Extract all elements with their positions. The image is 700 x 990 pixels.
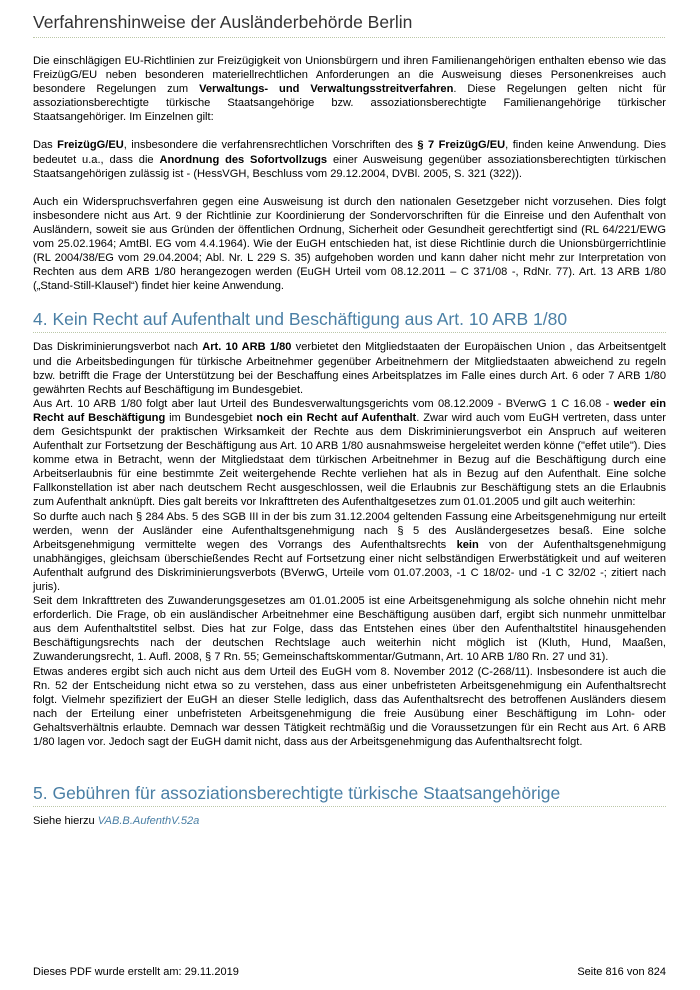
section-5-paragraph: Siehe hierzu VAB.B.AufenthV.52a xyxy=(33,815,200,828)
section-4-paragraph-3: So durfte auch nach § 284 Abs. 5 des SGB III in der bis zum 31.12.2004 geltenden Fassung eine Arbeitsgenehmigung nur erteilt werden, wenn der Ausländer eine Aufenthaltsgenehmigung nach § 5 des Ausländergesetzes besaß. Eine solche Arbeitsgenehmigung vermittelte wegen des Vorrangs des Aufenthaltsrechts kein von der Aufenthaltsgenehmigung unabhängiges, gleichsam überschießendes Recht auf Fortsetzung einer nicht selbständigen Erwerbstätigkeit und auf weiteren Aufenthalt aufgrund des Diskriminierungsverbots (BVerwG, Urteile vom 01.07.2003, -1 C 18/02- und -1 C 32/02 -; zitiert nach juris). xyxy=(33,510,666,593)
intro-paragraph-2: Das FreizügG/EU, insbesondere die verfahrensrechtlichen Vorschriften des § 7 FreizügG/EU, finden keine Anwendung. Dies bedeutet u.a., dass die Anordnung des Sofortvollzugs einer Ausweisung gegenüber assoziationsberechtigten türkischen Staatsangehörigen zulässig ist - (HessVGH, Beschluss vom 29.12.2004, DVBl. 2005, S. 321 (322)). xyxy=(33,139,667,180)
title-divider xyxy=(33,37,665,38)
intro-paragraph-3: Auch ein Widerspruchsverfahren gegen eine Ausweisung ist durch den nationalen Gesetzgeber nicht vorzusehen. Dies folgt insbesondere nicht aus Art. 9 der Richtlinie zur Koordinierung der Sondervorschriften für die Einreise und den Aufenthalt von Ausländern, soweit sie aus Gründen der öffentlichen Ordnung, Sicherheit oder Gesundheit gerechtfertigt sind (RL 64/221/EWG vom 25.02.1964; AmtBl. EG vom 4.4.1964). Wie der EuGH entschieden hat, ist diese Richtlinie durch die Unionsbürgerrichtlinie (RL 2004/38/EG vom 29.04.2004; Abl. Nr. L 229 S. 35) aufgehoben worden und kann daher nicht mehr zur Interpretation von Rechten aus dem ARB 1/80 herangezogen werden (EuGH Urteil vom 08.12.2011 – C 371/08 -, RdNr. 77). Art. 13 ARB 1/80 („Stand-Still-Klausel“) findet hier keine Anwendung. xyxy=(33,195,666,293)
document-body xyxy=(33,54,666,828)
section-4-paragraph-5: Etwas anderes ergibt sich auch nicht aus dem Urteil des EuGH vom 8. November 2012 (C-268/11). Insbesondere ist auch die Rn. 52 der Entscheidung nicht etwa so zu verstehen, dass aus einer unbefristeten Arbeitsgenehmigung ein Aufenthaltsrecht folgt. Vielmehr spezifiziert der EuGH an dieser Stelle lediglich, dass das Aufenthaltsrecht des betroffenen Ausländers diesem nach der Erteilung einer unbefristeten Arbeitsgenehmigung die freie Ausübung einer Beschäftigung im Lohn- oder Gehaltsverhältnis erlaubte. Demnach war dessen Tätigkeit rechtmäßig und die Voraussetzungen für ein Recht aus Art. 6 ARB 1/80 lagen vor. Jedoch sagt der EuGH damit nicht, dass aus der Arbeitsgenehmigung das Aufenthaltsrecht folgt. xyxy=(33,665,666,749)
section-5-heading: 5. Gebühren für assoziationsberechtigte türkische Staatsangehörige xyxy=(33,783,561,804)
document-title: Verfahrenshinweise der Ausländerbehörde Berlin xyxy=(33,12,413,32)
section-4-heading: 4. Kein Recht auf Aufenthalt und Beschäftigung aus Art. 10 ARB 1/80 xyxy=(33,309,568,330)
section-4-paragraph-2: Aus Art. 10 ARB 1/80 folgt aber laut Urteil des Bundesverwaltungsgerichts vom 08.12.2009 - BVerwG 1 C 16.08 - weder ein Recht auf Beschäftigung im Bundesgebiet noch ein Recht auf Aufenthalt. Zwar wird auch vom EuGH vertreten, dass unter dem Gesichtspunkt der praktischen Wirksamkeit der Rechte aus dem Diskriminierungsverbot ein Anspruch auf weiteren Aufenthalt zur Fortsetzung der Beschäftigung aus Art. 10 ARB 1/80 ausnahmsweise hergeleitet werden könne ("effet utile"). Dies komme etwa in Betracht, wenn der Mitgliedstaat dem türkischen Arbeitnehmer in Bezug auf die Beschäftigung durch eine Arbeitserlaubnis für eine bestimmte Zeit weitergehende Rechte verliehen hat als in Bezug auf den Aufenthalt. Eine solche Fallkonstellation ist aber nach deutschem Recht ausgeschlossen, weil die Erlaubnis zur Beschäftigung stets an die Erlaubnis zum Aufenthalt anknüpft. Dies galt bereits vor Inkrafttreten des Aufenthaltgesetzes zum 01.01.2005 und gilt auch weiterhin: xyxy=(33,397,667,509)
section-4-divider xyxy=(33,332,666,333)
intro-paragraph-1: Die einschlägigen EU-Richtlinien zur Freizügigkeit von Unionsbürgern und ihren Familienangehörigen enthalten ebenso wie das FreizügG/EU neben besonderen materiellrechtlichen Anforderungen an die Ausweisung dieses Personenkreises auch besondere Regelungen zum Verwaltungs- und Verwaltungsstreitverfahren. Diese Regelungen gelten nicht für assoziationsberechtigte türkische Staatsangehörige bzw. assoziationsberechtigte Familienangehörige türkischer Staatsangehöriger. Im Einzelnen gilt: xyxy=(33,55,666,124)
page-number: Seite 816 von 824 xyxy=(577,966,666,978)
vab-reference-link[interactable]: VAB.B.AufenthV.52a xyxy=(97,815,200,828)
section-5-divider xyxy=(33,806,666,807)
created-date: Dieses PDF wurde erstellt am: 29.11.2019 xyxy=(33,966,239,978)
page-footer xyxy=(33,966,666,978)
section-4-paragraph-4: Seit dem Inkrafttreten des Zuwanderungsgesetzes am 01.01.2005 ist eine Arbeitsgenehmigung als solche ohnehin nicht mehr erforderlich. Die Frage, ob ein ausländischer Arbeitnehmer eine Beschäftigung ausüben darf, ergibt sich nunmehr unmittelbar aus dem Aufenthaltstitel selbst. Dies hat zur Folge, dass das Entstehen eines über den Aufenthaltstitel hinausgehenden Beschäftigungsrechts nach der deutschen Rechtslage auch weiterhin nicht möglich ist (Kluth, Hund, Maaßen, Zuwanderungsrecht, 1. Aufl. 2008, § 7 Rn. 55; Gemeinschaftskommentar/Gutmann, Art. 10 ARB 1/80 Rn. 27 und 31). xyxy=(33,595,666,664)
section-4-paragraph-1: Das Diskriminierungsverbot nach Art. 10 ARB 1/80 verbietet den Mitgliedstaaten der Europäischen Union , das Arbeitsentgelt und die Arbeitsbedingungen für türkische Arbeitnehmer gegenüber Arbeitnehmern der Mitgliedstaaten abweichend zu regeln bzw. betrifft die Frage der Unterstützung bei der Beschaffung eines Arbeitsplatzes im Falle eines durch Art. 6 oder 7 ARB 1/80 gewährten Rechts auf Beschäftigung im Bundesgebiet. xyxy=(33,341,667,396)
